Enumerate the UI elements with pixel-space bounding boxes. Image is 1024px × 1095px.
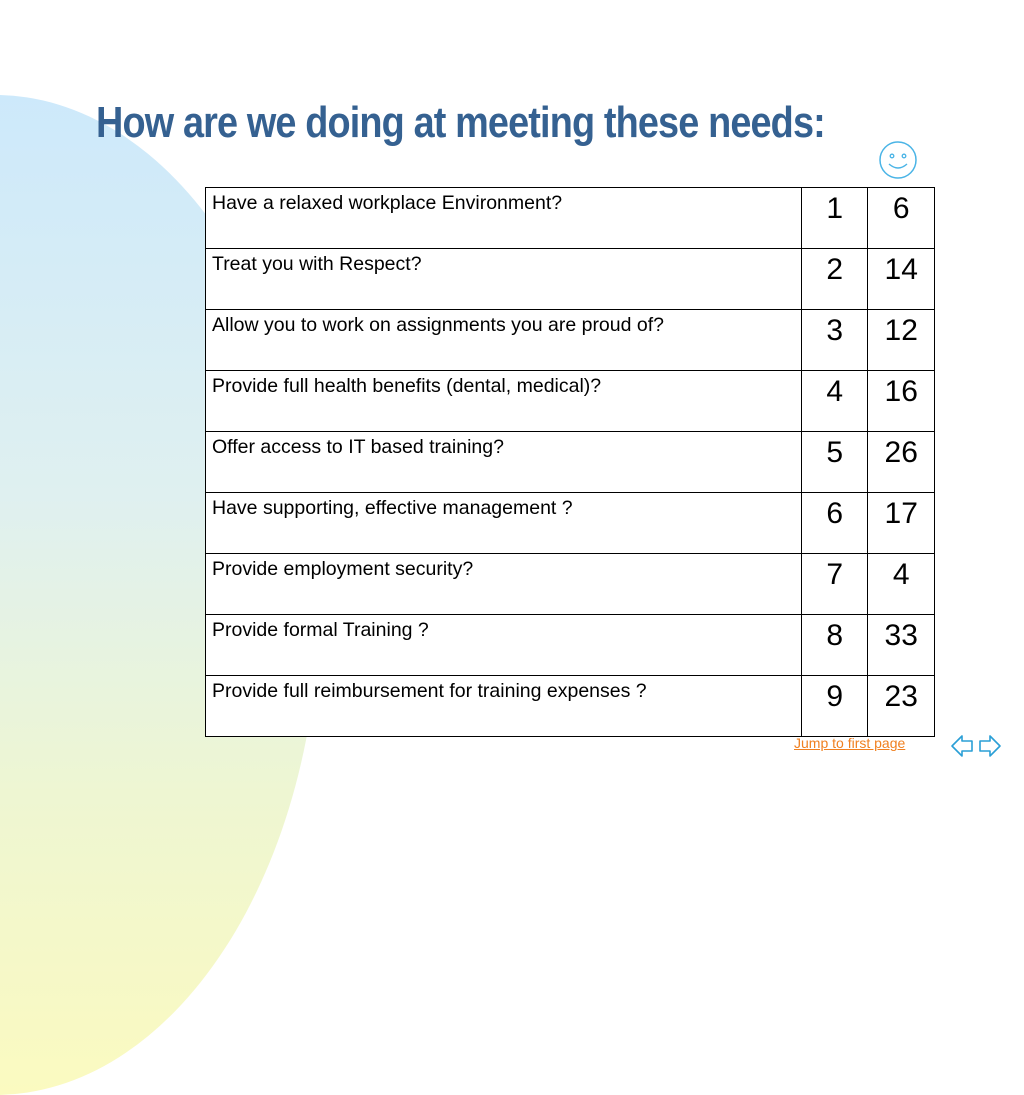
table-row [206,432,935,493]
question-cell: Allow you to work on assignments you are proud of? [206,310,802,371]
count-cell: 17 [868,493,935,554]
table-row [206,493,935,554]
question-cell: Provide employment security? [206,554,802,615]
count-cell: 4 [868,554,935,615]
rank-cell: 5 [802,432,868,493]
slide-title: How are we doing at meeting these needs: [96,98,825,147]
rank-cell: 3 [802,310,868,371]
question-cell: Offer access to IT based training? [206,432,802,493]
prev-next-arrows-icon[interactable] [950,730,1002,762]
table-row [206,615,935,676]
count-cell: 33 [868,615,935,676]
question-cell: Provide formal Training ? [206,615,802,676]
question-cell: Provide full health benefits (dental, medical)? [206,371,802,432]
count-cell: 12 [868,310,935,371]
rank-cell: 2 [802,249,868,310]
rank-cell: 9 [802,676,868,737]
table-row [206,188,935,249]
table-row [206,310,935,371]
rank-cell: 8 [802,615,868,676]
rank-cell: 1 [802,188,868,249]
count-cell: 23 [868,676,935,737]
count-cell: 14 [868,249,935,310]
question-cell: Have a relaxed workplace Environment? [206,188,802,249]
table-row [206,371,935,432]
jump-to-first-page-link[interactable]: Jump to first page [794,735,906,751]
needs-table [205,187,935,737]
rank-cell: 7 [802,554,868,615]
table-row [206,554,935,615]
table-row [206,676,935,737]
question-cell: Treat you with Respect? [206,249,802,310]
table-row [206,249,935,310]
count-cell: 6 [868,188,935,249]
rank-cell: 6 [802,493,868,554]
smiley-face-icon [878,140,918,180]
question-cell: Provide full reimbursement for training expenses ? [206,676,802,737]
count-cell: 16 [868,371,935,432]
rank-cell: 4 [802,371,868,432]
question-cell: Have supporting, effective management ? [206,493,802,554]
count-cell: 26 [868,432,935,493]
